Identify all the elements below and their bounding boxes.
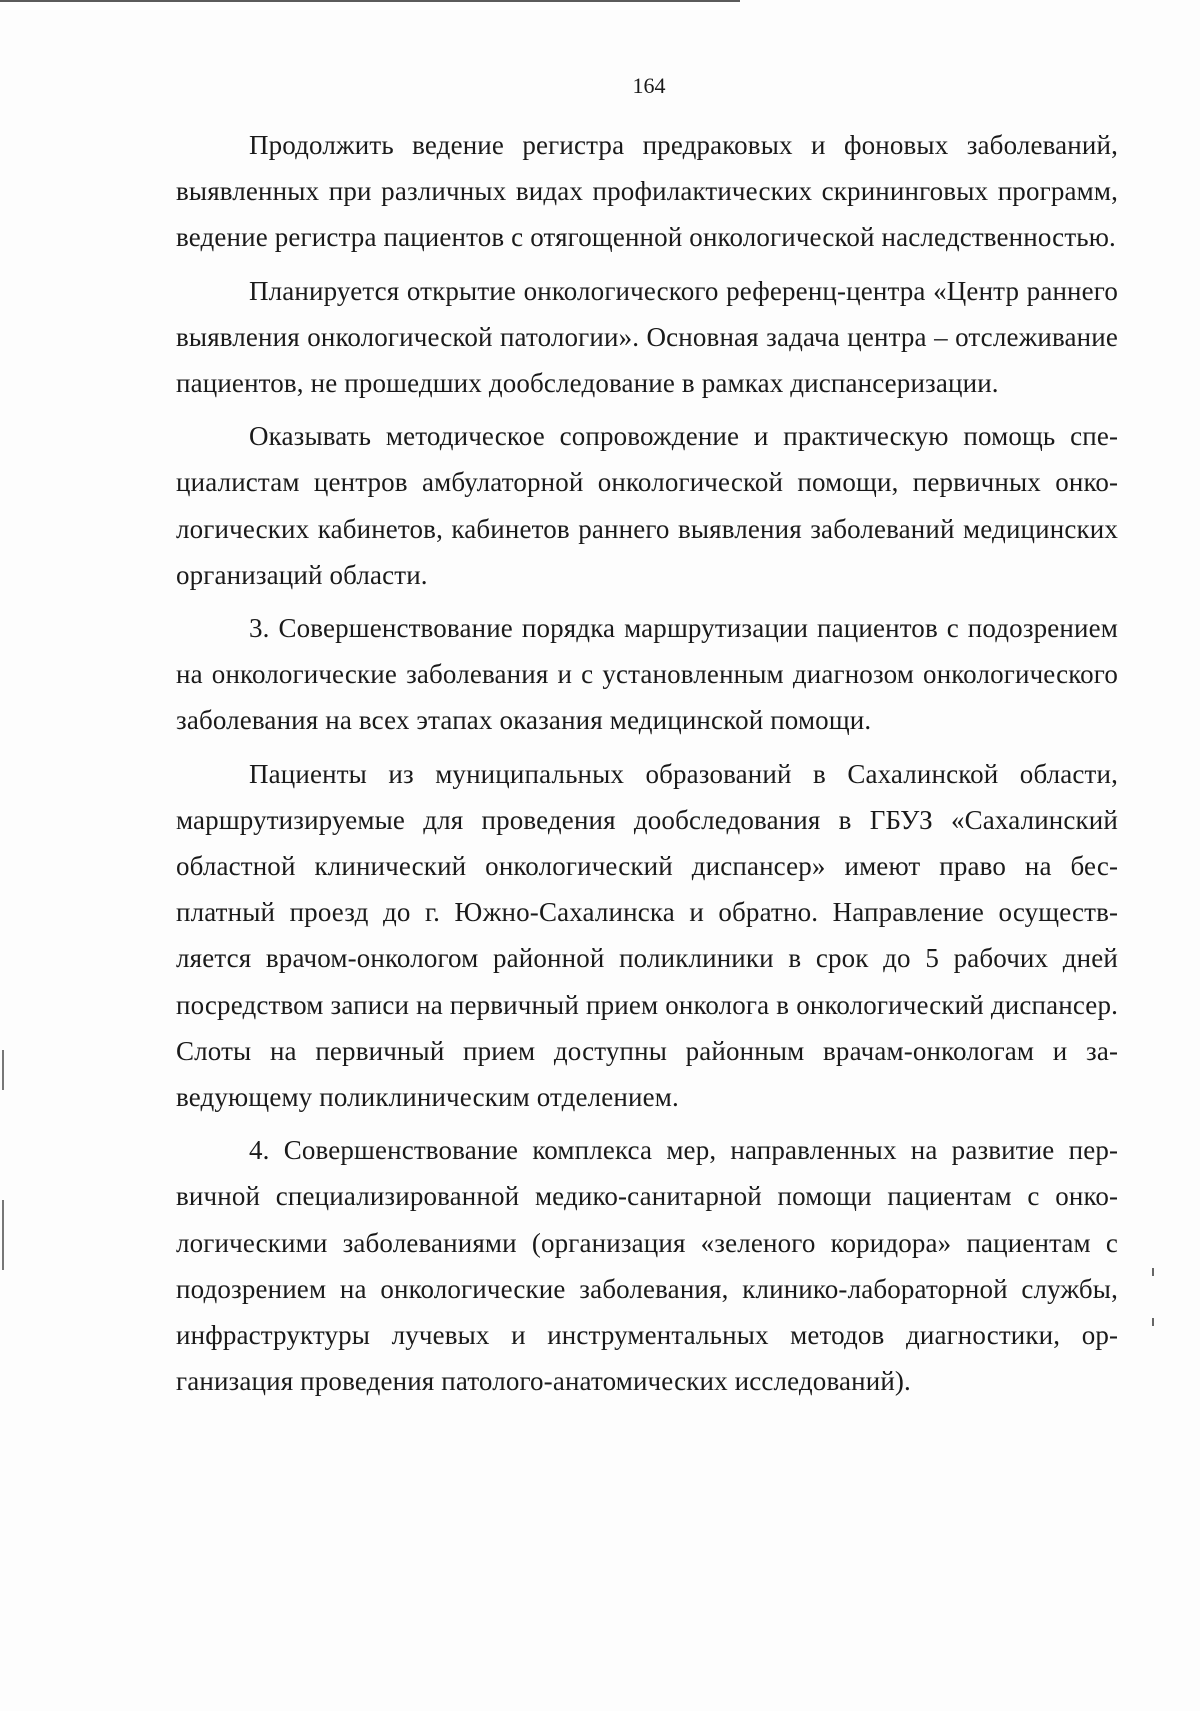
paragraph: 4. Совершенствование комплекса мер, направленных на развитие первичной специализированной медико-санитарной помощи пациентам с онкологическими заболеваниями (организация «зеленого коридора» пациентам с подозрением на онкологические заболевания, клинико-лабораторной службы, инфраструктуры лучевых и инструментальных методов диагностики, организация проведения патолого-анатомических исследований).: [176, 1135, 1118, 1397]
scan-edge-line: [0, 0, 740, 2]
scan-margin-mark: [1152, 1268, 1154, 1276]
scan-margin-mark: [1152, 1318, 1154, 1326]
paragraph: 3. Совершенствование порядка маршрутизации пациентов с подозрением на онкологические заболевания и с установленным диагнозом онкологического заболевания на всех этапах оказания медицинской помощи.: [176, 613, 1118, 736]
scan-margin-mark: [2, 1050, 4, 1090]
paragraph: Пациенты из муниципальных образований в Сахалинской области, маршрутизируемые для проведения дообследования в ГБУЗ «Сахалинский областной клинический онкологический диспансер» имеют право на бесплатный проезд до г. Южно-Сахалинска и обратно. Направление осуществляется врачом-онкологом районной поликлиники в срок до 5 рабочих дней посредством записи на первичный прием онколога в онкологический диспансер. Слоты на первичный прием доступны районным врачам-онкологам и заведующему поликлиническим отделением.: [176, 758, 1118, 1113]
paragraph: Оказывать методическое сопровождение и практическую помощь специалистам центров амбулаторной онкологической помощи, первичных онкологических кабинетов, кабинетов раннего выявления заболеваний медицинских организаций области.: [176, 421, 1118, 590]
paragraph: Продолжить ведение регистра предраковых и фоновых заболеваний, выявленных при различных видах профилактических скрининговых программ, ведение регистра пациентов с отягощенной онкологической наследственностью.: [176, 130, 1118, 253]
body-text: [176, 122, 1118, 1411]
page-number: 164: [632, 73, 666, 98]
paragraph: Планируется открытие онкологического референц-центра «Центр раннего выявления онкологической патологии». Основная задача центра – отслеживание пациентов, не прошедших дообследование в рамках диспансеризации.: [176, 275, 1118, 399]
scan-margin-mark: [2, 1200, 4, 1270]
